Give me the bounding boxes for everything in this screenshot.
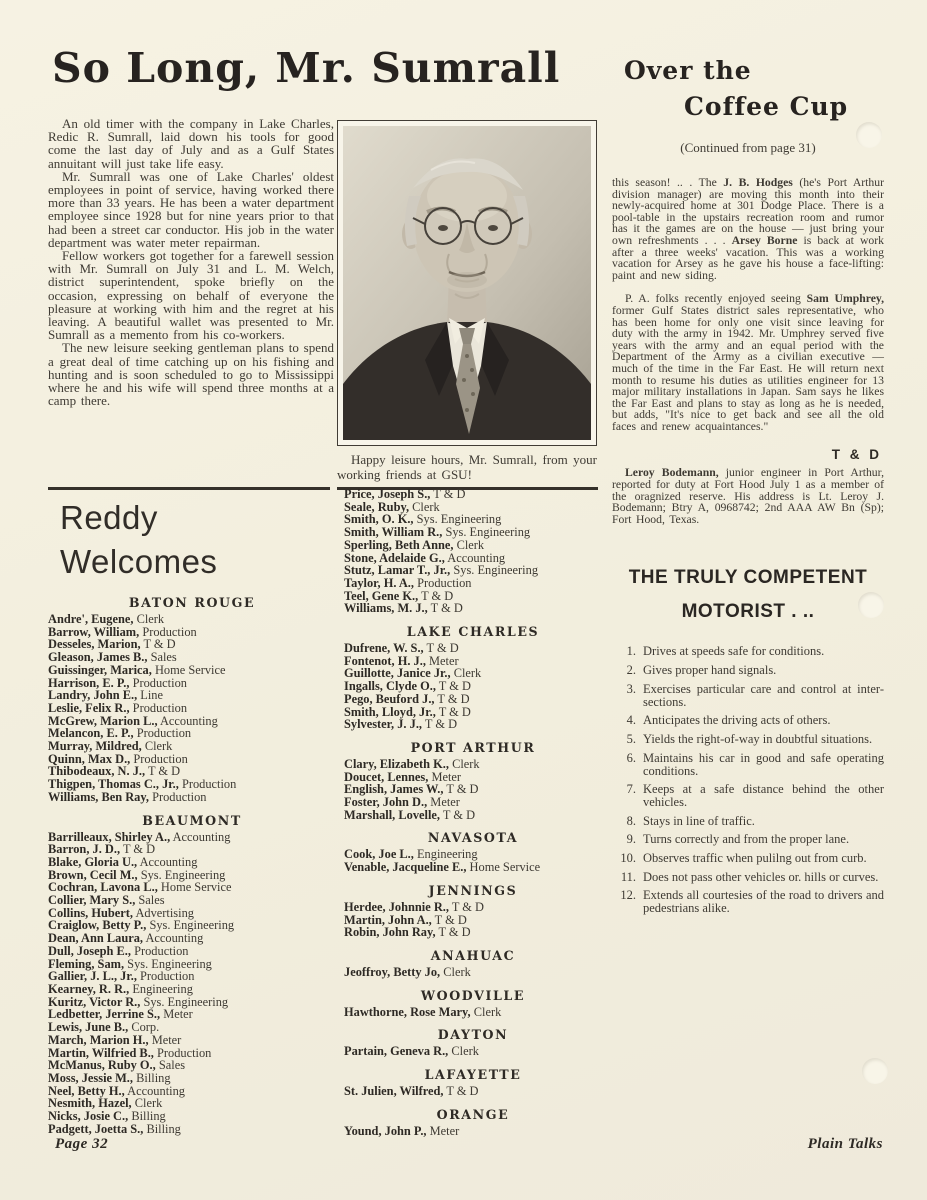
employee-name: Smith, O. K.,	[344, 512, 414, 527]
employee-name: Padgett, Joetta S.,	[48, 1121, 144, 1136]
article-paragraph: Fellow workers got together for a farewell session with Mr. Sumrall on July 31 and L. M. Welch, district superintendent, spoke briefly on the occasion, expressing on behalf of everyone the pleasure at working with him and the regret at his leaving. A beautiful wallet was presented to Mr. Sumrall as a memento from his co-workers.	[48, 248, 334, 343]
coffee-paragraph: this season! .. . The J. B. Hodges (he's Port Arthur division manager) are moving this month into their newly-acquired home at 301 Dodge Place. There is a pool-table in the upstairs recreation room and rumor has it the games are on the house — just bring your own refreshments . . . Arsey Borne is back at work after a three weeks' vacation. This was a working vacation for Arsey as he gave his house a face-lifting: paint and new siding.	[612, 176, 885, 282]
employee-name: Yound, John P.,	[344, 1123, 427, 1138]
employee-dept: T & D	[446, 1084, 479, 1099]
employee-name: Moss, Jessie M.,	[48, 1070, 133, 1085]
employee-name: Melancon, E. P.,	[48, 726, 134, 741]
employee-dept: T & D	[424, 717, 458, 732]
employee-name: Brown, Cecil M.,	[48, 867, 138, 882]
employee-dept: Meter	[431, 769, 462, 784]
city-people	[344, 901, 602, 939]
employee-name: Williams, Ben Ray,	[48, 789, 149, 804]
employee-name: Venable, Jacqueline E.,	[344, 860, 467, 875]
photo-caption: Happy leisure hours, Mr. Sumrall, from your working friends at GSU!	[337, 452, 597, 482]
article-title: So Long, Mr. Sumrall	[52, 44, 561, 92]
motorist-item-text: Exercises particular care and control at inter-sections.	[643, 681, 884, 709]
motorist-item-number: 10.	[620, 851, 636, 866]
employee-name: Murray, Mildred,	[48, 739, 142, 754]
employee-dept: Production	[181, 777, 237, 792]
city-people	[344, 1045, 602, 1058]
motorist-item-number: 9.	[626, 832, 636, 847]
employee-dept: T & D	[122, 842, 156, 857]
employee-dept: Clerk	[473, 1004, 502, 1019]
city-header: NAVASOTA	[427, 830, 519, 846]
employee-name: Nesmith, Hazel,	[48, 1096, 132, 1111]
motorist-item	[612, 733, 884, 746]
employee-name: Stutz, Lamar T., Jr.,	[344, 563, 451, 578]
article-paragraph: Mr. Sumrall was one of Lake Charles' oldest employees in point of service, having worked there more than 33 years. He has been a water department employee since 1928 but for nine years prior to that had been a street car conductor. His job in the water department was water meter repairman.	[48, 168, 334, 250]
employee-name: Seale, Ruby,	[344, 499, 410, 514]
employee-dept: Accounting	[447, 550, 506, 565]
employee-entry	[344, 602, 602, 615]
employee-dept: Sys. Engineering	[453, 563, 539, 578]
employee-name: Barron, J. D.,	[48, 842, 121, 857]
employee-dept: Sys. Engineering	[140, 867, 226, 882]
employee-dept: Sys. Engineering	[127, 956, 212, 971]
motorist-item-number: 11.	[620, 869, 636, 884]
coffee-cup-column	[612, 56, 884, 921]
motorist-item-number: 1.	[626, 644, 636, 659]
employee-entry	[344, 966, 602, 979]
motorist-item	[612, 852, 884, 865]
city-people	[344, 1125, 602, 1138]
employee-name: Barrow, William,	[48, 624, 140, 639]
employee-dept: T & D	[446, 782, 479, 797]
employee-name: Doucet, Lennes,	[344, 769, 429, 784]
employee-dept: Accounting	[139, 854, 198, 869]
employee-name: Fontenot, H. J.,	[344, 653, 426, 668]
employee-name: Ingalls, Clyde O.,	[344, 679, 436, 694]
employee-name: Collins, Hubert,	[48, 905, 134, 920]
motorist-item-number: 2.	[626, 663, 636, 678]
employee-name: Collier, Mary S.,	[48, 893, 136, 908]
motorist-item	[612, 683, 884, 709]
employee-name: Kearney, R. R.,	[48, 981, 130, 996]
employee-dept: Production	[132, 675, 187, 690]
city-header: BATON ROUGE	[128, 595, 256, 610]
motorist-list	[612, 645, 884, 915]
td-paragraph: Leroy Bodemann, junior engineer in Port Arthur, reported for duty at Fort Hood July 1 as a member of the oragnized reserve. His address is Lt. Leroy J. Bodemann; Btry A, 0968742; 2nd AAA AW Bn (Sp); Fort Hood, Texas.	[612, 466, 884, 526]
employee-dept: Home Service	[469, 860, 541, 875]
motorist-title-line1: THE TRULY COMPETENT	[628, 567, 868, 589]
employee-entry	[344, 1045, 602, 1058]
motorist-item-text: Observes traffic when pulilng out from curb.	[643, 851, 867, 866]
motorist-item-text: Does not pass other vehicles or. hills or curves.	[643, 869, 879, 884]
employee-name: Leslie, Felix R.,	[48, 700, 130, 715]
employee-dept: Clerk	[456, 537, 485, 552]
employee-dept: Billing	[131, 1109, 166, 1124]
employee-dept: Sales	[138, 893, 165, 908]
employee-dept: Clerk	[134, 1096, 163, 1111]
employee-dept: T & D	[430, 601, 463, 616]
employee-entry	[344, 718, 602, 731]
employee-name: Cook, Joe L.,	[344, 847, 414, 862]
employee-name: Marshall, Lovelle,	[344, 807, 441, 822]
employee-name: Landry, John E.,	[48, 688, 138, 703]
city-header: LAFAYETTE	[424, 1067, 522, 1083]
city-people	[344, 1006, 602, 1019]
employee-dept: Accounting	[145, 931, 204, 946]
employee-dept: Meter	[430, 795, 460, 810]
employee-name: Ledbetter, Jerrine S.,	[48, 1007, 161, 1022]
employee-dept: Sys. Engineering	[445, 525, 531, 540]
employee-name: Thibodeaux, N. J.,	[48, 764, 146, 779]
employee-entry	[48, 1123, 336, 1136]
welcomes-left-column	[48, 586, 336, 1135]
motorist-item	[612, 833, 884, 846]
welcomes-heading	[60, 496, 217, 584]
motorist-item	[612, 714, 884, 727]
employee-dept: Line	[140, 688, 164, 703]
employee-entry	[344, 809, 602, 822]
employee-dept: Clerk	[443, 964, 471, 979]
employee-name: Barrilleaux, Shirley A.,	[48, 829, 171, 844]
motorist-item-text: Maintains his car in good and safe operating conditions.	[643, 750, 884, 778]
portrait-photo	[343, 126, 591, 440]
welcomes-heading-line1: Reddy	[60, 499, 158, 536]
employee-dept: Meter	[429, 653, 459, 668]
article-paragraph: The new leisure seeking gentleman plans to spend a great deal of time catching up on his fishing and hunting and is soon scheduled to go to Mississippi where he and his wife will spend three months at a camp there.	[48, 340, 334, 409]
city-header: BEAUMONT	[142, 812, 242, 828]
employee-name: Craiglow, Betty P.,	[48, 918, 147, 933]
employee-dept: Accounting	[172, 829, 231, 844]
employee-name: Foster, John D.,	[344, 795, 428, 810]
city-people	[344, 1085, 602, 1098]
employee-dept: T & D	[442, 807, 476, 822]
motorist-item-text: Drives at speeds safe for conditions.	[643, 644, 825, 659]
motorist-item	[612, 664, 884, 677]
employee-dept: Advertising	[135, 905, 194, 920]
employee-dept: Billing	[146, 1121, 181, 1136]
motorist-item-text: Extends all courtesies of the road to drivers and pedestrians alike.	[643, 888, 884, 916]
publication-name: Plain Talks	[807, 1136, 883, 1152]
employee-name: Sperling, Beth Anne,	[344, 537, 454, 552]
employee-dept: Production	[134, 943, 189, 958]
motorist-item-text: Turns correctly and from the proper lane.	[643, 832, 850, 847]
beaumont-continuation	[344, 488, 602, 615]
employee-name: Hawthorne, Rose Mary,	[344, 1004, 471, 1019]
employee-dept: Production	[417, 575, 472, 590]
employee-dept: Production	[132, 700, 188, 715]
employee-dept: Meter	[163, 1007, 193, 1022]
motorist-item-text: Yields the right-of-way in doubtful situations.	[643, 731, 873, 746]
employee-name: Sylvester, J. J.,	[344, 717, 423, 732]
employee-dept: Engineering	[132, 981, 193, 996]
motorist-item-text: Keeps at a safe distance behind the other vehicles.	[643, 782, 884, 810]
coffee-title-line1: Over the	[624, 56, 752, 85]
employee-dept: Sales	[158, 1058, 186, 1073]
employee-dept: T & D	[438, 704, 471, 719]
employee-dept: Clerk	[144, 739, 173, 754]
employee-dept: T & D	[147, 764, 181, 779]
motorist-item-text: Gives proper hand signals.	[643, 663, 777, 678]
employee-dept: Production	[140, 969, 195, 984]
employee-entry	[48, 791, 336, 804]
employee-dept: Billing	[136, 1070, 171, 1085]
employee-name: Pego, Beuford J.,	[344, 691, 435, 706]
employee-dept: Production	[136, 726, 192, 741]
welcomes-heading-line2: Welcomes	[60, 543, 218, 580]
employee-name: Partain, Geneva R.,	[344, 1044, 449, 1059]
employee-name: Guissinger, Marica,	[48, 662, 152, 677]
employee-name: Smith, Lloyd, Jr.,	[344, 704, 436, 719]
motorist-item-number: 5.	[626, 731, 636, 746]
motorist-title-line2: MOTORIST . ..	[681, 601, 815, 623]
article-body	[48, 117, 334, 407]
continued-note: (Continued from page 31)	[680, 140, 816, 155]
employee-dept: Meter	[151, 1032, 182, 1047]
employee-dept: T & D	[434, 912, 467, 927]
city-header: DAYTON	[437, 1027, 509, 1043]
motorist-item-number: 8.	[626, 813, 636, 828]
employee-name: McManus, Ruby O.,	[48, 1058, 156, 1073]
employee-name: Gleason, James B.,	[48, 650, 148, 665]
employee-dept: Clerk	[451, 1044, 479, 1059]
employee-name: Quinn, Max D.,	[48, 751, 131, 766]
employee-dept: Production	[142, 624, 197, 639]
employee-name: Thigpen, Thomas C., Jr.,	[48, 777, 179, 792]
city-header: ANAHUAC	[430, 947, 516, 963]
city-header: JENNINGS	[428, 882, 518, 898]
motorist-item-number: 6.	[626, 750, 636, 765]
motorist-item-text: Stays in line of traffic.	[643, 813, 755, 828]
employee-name: Cochran, Lavona L.,	[48, 880, 158, 895]
employee-dept: T & D	[438, 679, 471, 694]
employee-dept: Production	[133, 751, 188, 766]
employee-name: Stone, Adelaide G.,	[344, 550, 445, 565]
employee-name: Martin, John A.,	[344, 912, 432, 927]
employee-dept: Clerk	[452, 756, 480, 771]
employee-dept: Accounting	[127, 1083, 185, 1098]
employee-name: Desseles, Marion,	[48, 637, 141, 652]
employee-dept: Accounting	[159, 713, 218, 728]
employee-dept: Sales	[150, 650, 177, 665]
motorist-item	[612, 815, 884, 828]
employee-dept: Corp.	[131, 1020, 160, 1035]
employee-entry	[344, 1006, 602, 1019]
employee-dept: T & D	[421, 588, 454, 603]
page-number: Page 32	[55, 1136, 109, 1152]
employee-name: Clary, Elizabeth K.,	[344, 756, 449, 771]
employee-name: Nicks, Josie C.,	[48, 1109, 129, 1124]
employee-name: Herdee, Johnnie R.,	[344, 899, 449, 914]
city-header: LAKE CHARLES	[406, 624, 540, 640]
employee-name: Gallier, J. L., Jr.,	[48, 969, 137, 984]
employee-name: Smith, William R.,	[344, 525, 443, 540]
motorist-item	[612, 871, 884, 884]
employee-name: Harrison, E. P.,	[48, 675, 130, 690]
employee-name: Price, Joseph S.,	[344, 487, 431, 501]
city-people	[344, 642, 602, 731]
employee-dept: Meter	[429, 1123, 460, 1138]
employee-name: Lewis, June B.,	[48, 1020, 129, 1035]
employee-name: Jeoffroy, Betty Jo,	[344, 964, 441, 979]
employee-name: Guillotte, Janice Jr.,	[344, 666, 451, 681]
coffee-title-line2: Coffee Cup	[684, 92, 849, 121]
city-people	[344, 758, 602, 822]
employee-name: Williams, M. J.,	[344, 601, 428, 616]
employee-name: McGrew, Marion L.,	[48, 713, 158, 728]
employee-dept: Clerk	[453, 666, 482, 681]
td-section-header: T & D	[831, 447, 882, 463]
employee-dept: Sys. Engineering	[416, 512, 502, 527]
motorist-item	[612, 752, 884, 778]
city-header: PORT ARTHUR	[410, 739, 536, 755]
employee-name: Teel, Gene K.,	[344, 588, 419, 603]
employee-name: St. Julien, Wilfred,	[344, 1084, 444, 1099]
employee-dept: Engineering	[416, 847, 478, 862]
employee-dept: Sys. Engineering	[149, 918, 235, 933]
employee-name: Andre', Eugene,	[48, 612, 134, 626]
motorist-item-number: 7.	[626, 782, 636, 797]
employee-entry	[344, 1085, 602, 1098]
city-people	[48, 613, 336, 804]
employee-name: Robin, John Ray,	[344, 925, 436, 940]
city-people	[344, 966, 602, 979]
employee-dept: Sys. Engineering	[143, 994, 229, 1009]
employee-name: Dull, Joseph E.,	[48, 943, 131, 958]
motorist-item-number: 4.	[626, 713, 636, 728]
employee-name: Dufrene, W. S.,	[344, 641, 424, 656]
employee-dept: T & D	[433, 487, 466, 501]
employee-name: Dean, Ann Laura,	[48, 931, 144, 946]
city-people	[48, 831, 336, 1136]
city-header: WOODVILLE	[420, 987, 526, 1003]
employee-name: Taylor, H. A.,	[344, 575, 415, 590]
employee-name: Fleming, Sam,	[48, 956, 125, 971]
employee-dept: T & D	[143, 637, 176, 652]
motorist-item-text: Anticipates the driving acts of others.	[643, 713, 831, 728]
employee-name: Neel, Betty H.,	[48, 1083, 125, 1098]
employee-entry	[344, 1125, 602, 1138]
employee-dept: Home Service	[160, 880, 232, 895]
coffee-paragraph: P. A. folks recently enjoyed seeing Sam Umphrey, former Gulf States district sales representative, who has been home for only one visit since leaving for duty with the army in 1942. Mr. Umphrey served five years with the army and an equal period with the Department of the Army as a civilian executive — much of the time in the Far East. He will return next month to resume his duties as utilities engineer for 13 major military installations in Japan. Sam says he likes the Far East and plans to stay as long as he is needed, but adds, "It's nice to get back and see all the old faces and renew acquaintances."	[612, 292, 885, 433]
employee-dept: T & D	[437, 691, 470, 706]
motorist-item-number: 3.	[626, 681, 636, 696]
employee-dept: Home Service	[154, 662, 226, 677]
sumrall-photo-frame	[337, 120, 597, 446]
motorist-item	[612, 645, 884, 658]
city-header: ORANGE	[436, 1106, 510, 1122]
employee-dept: T & D	[451, 899, 484, 914]
employee-name: English, James W.,	[344, 782, 444, 797]
employee-dept: Clerk	[136, 612, 165, 626]
employee-name: March, Marion H.,	[48, 1032, 149, 1047]
section-divider	[48, 487, 330, 490]
employee-dept: Production	[152, 789, 207, 804]
employee-entry	[344, 926, 602, 939]
article-paragraph: An old timer with the company in Lake Charles, Redic R. Sumrall, laid down his tools for good come the last day of July and as a Gulf States annuitant will just take life easy.	[48, 116, 334, 171]
city-people	[344, 848, 602, 873]
employee-dept: T & D	[426, 641, 459, 656]
employee-name: Martin, Wilfried B.,	[48, 1045, 154, 1060]
employee-dept: Clerk	[412, 499, 440, 514]
employee-name: Kuritz, Victor R.,	[48, 994, 141, 1009]
employee-dept: T & D	[438, 925, 471, 940]
employee-dept: Production	[157, 1045, 212, 1060]
welcomes-middle-sections	[344, 624, 602, 1137]
motorist-item-number: 12.	[620, 888, 636, 903]
motorist-item	[612, 889, 884, 915]
punch-hole	[862, 1058, 888, 1084]
welcomes-middle-column	[344, 488, 602, 1138]
motorist-item	[612, 783, 884, 809]
employee-entry	[344, 861, 602, 874]
employee-name: Blake, Gloria U.,	[48, 854, 138, 869]
